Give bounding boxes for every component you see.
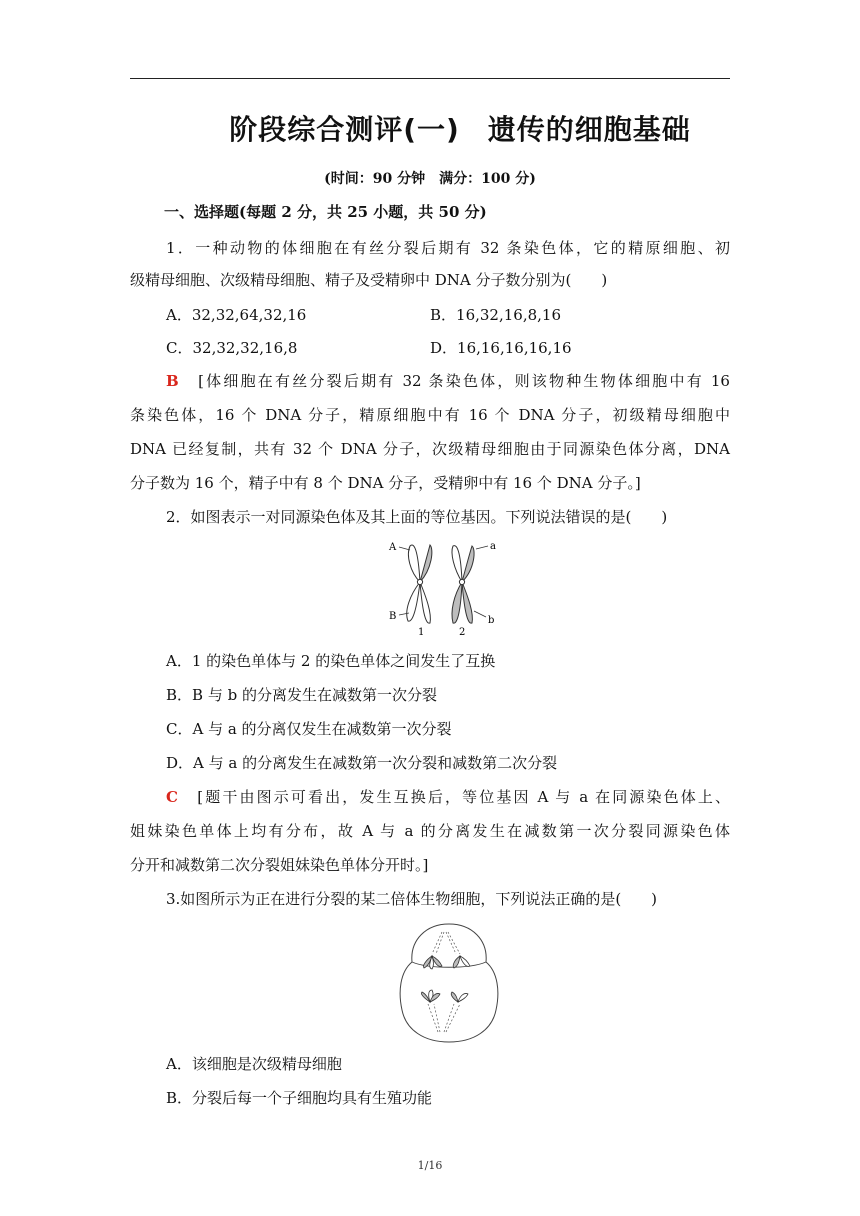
cell-membrane xyxy=(400,924,498,1042)
gene-label-a: a xyxy=(490,541,496,552)
q2-option-b: B．B 与 b 的分离发生在减数第一次分裂 xyxy=(166,686,437,704)
q2-option-c: C．A 与 a 的分离仅发生在减数第一次分裂 xyxy=(166,720,452,738)
homologous-chromosomes-figure xyxy=(380,537,500,639)
dividing-cell-figure xyxy=(398,922,500,1044)
q2-explanation-line-2: 姐妹染色单体上均有分布，故 A 与 a 的分离发生在减数第一次分裂同源染色体 xyxy=(130,822,730,840)
q1-option-a: A．32,32,64,32,16 xyxy=(166,306,307,324)
chromosome-1 xyxy=(407,545,432,623)
q2-answer: C xyxy=(166,788,178,806)
q2-option-d: D．A 与 a 的分离发生在减数第一次分裂和减数第二次分裂 xyxy=(166,754,558,772)
q2-stem: 2．如图表示一对同源染色体及其上面的等位基因。下列说法错误的是( ) xyxy=(166,508,668,526)
q1-option-c: C．32,32,32,16,8 xyxy=(166,339,298,357)
q1-explanation-line-3: DNA 已经复制，共有 32 个 DNA 分子，次级精母细胞由于同源染色体分离，DNA xyxy=(130,440,730,458)
q1-answer: B xyxy=(166,372,179,390)
gene-label-B: B xyxy=(389,611,397,622)
q3-stem: 3.如图所示为正在进行分裂的某二倍体生物细胞，下列说法正确的是( ) xyxy=(166,890,658,908)
chromosome-number-2: 2 xyxy=(459,627,466,638)
page-title xyxy=(0,108,860,148)
gene-label-b: b xyxy=(488,615,495,626)
q2-option-a: A．1 的染色单体与 2 的染色单体之间发生了互换 xyxy=(166,652,496,670)
chromosome-number-1: 1 xyxy=(418,627,425,638)
q1-stem-line-1: 1．一种动物的体细胞在有丝分裂后期有 32 条染色体，它的精原细胞、初 xyxy=(166,239,730,257)
q1-explanation-line-1: B [体细胞在有丝分裂后期有 32 条染色体，则该物种生物体细胞中有 16 xyxy=(166,372,730,390)
q1-explanation-line-2: 条染色体，16 个 DNA 分子，精原细胞中有 16 个 DNA 分子，初级精母细胞中 xyxy=(130,406,730,424)
header-rule xyxy=(130,78,730,79)
title-part-2: 遗传的细胞基础 xyxy=(487,113,691,146)
chromosome-2 xyxy=(452,546,474,624)
q1-stem-line-2: 级精母细胞、次级精母细胞、精子及受精卵中 DNA 分子数分别为( ) xyxy=(130,271,608,289)
q2-explanation-line-3: 分开和减数第二次分裂姐妹染色单体分开时。] xyxy=(130,856,429,874)
q1-explanation-line-4: 分子数为 16 个，精子中有 8 个 DNA 分子，受精卵中有 16 个 DNA 分子。] xyxy=(130,474,641,492)
q3-option-a: A．该细胞是次级精母细胞 xyxy=(166,1055,342,1073)
q3-option-b: B．分裂后每一个子细胞均具有生殖功能 xyxy=(166,1089,433,1107)
q1-option-d: D．16,16,16,16,16 xyxy=(430,339,572,357)
gene-label-A: A xyxy=(389,542,397,553)
exam-meta: (时间：90 分钟 满分：100 分) xyxy=(324,171,536,187)
section-heading: 一、选择题(每题 2 分，共 25 小题，共 50 分) xyxy=(164,203,487,221)
page-number: 1/16 xyxy=(417,1159,443,1172)
title-part-1: 阶段综合测评(一) xyxy=(229,113,460,146)
q1-option-b: B．16,32,16,8,16 xyxy=(430,306,561,324)
q2-explanation-line-1: C [题干由图示可看出，发生互换后，等位基因 A 与 a 在同源染色体上、 xyxy=(166,788,730,806)
